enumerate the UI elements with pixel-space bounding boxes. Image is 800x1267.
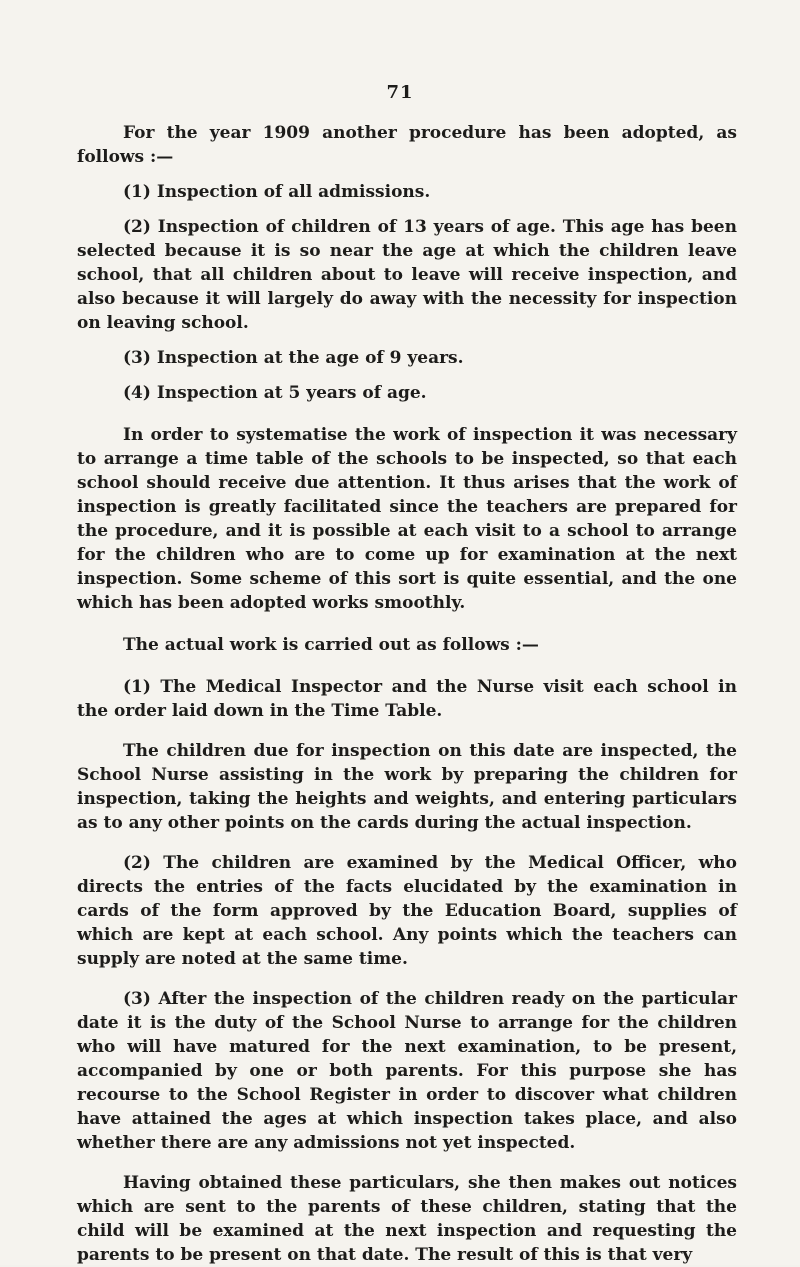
list-item-age-9: (3) Inspection at the age of 9 years. [123,348,464,368]
list-item-age-13: (2) Inspection of children of 13 years of age. This age has been selected because it is so near the age at which the children leave school, that all children about to leave will receive inspection, and also because it will largely do away with the necessity for inspection on leaving school. [77,217,737,333]
procedure-step-1-detail: The children due for inspection on this date are inspected, the School Nurse assisting in the work by preparing the children for inspection, taking the heights and weights, and entering particulars as to any other points on the cards during the actual inspection. [77,741,737,833]
paragraph-intro: For the year 1909 another procedure has been adopted, as follows :— [77,123,737,167]
paragraph-notices: Having obtained these particulars, she then makes out notices which are sent to the parents of these children, stating that the child will be examined at the next inspection and requesting the parents to be present on that date. The result of this is that very [77,1173,737,1265]
page-body [77,121,737,1267]
page-number: 71 [386,82,414,103]
paragraph-actual-work: The actual work is carried out as follows :— [123,635,539,655]
paragraph-time-table: In order to systematise the work of inspection it was necessary to arrange a time table of the schools to be inspected, so that each school should receive due attention. It thus arises that the work of inspection is greatly facilitated since the teachers are prepared for the procedure, and it is possible at each visit to a school to arrange for the children who are to come up for examination at the next inspection. Some scheme of this sort is quite essential, and the one which has been adopted works smoothly. [77,425,737,613]
list-item-admissions: (1) Inspection of all admissions. [123,182,431,202]
procedure-step-3: (3) After the inspection of the children ready on the particular date it is the duty of the School Nurse to arrange for the children who will have matured for the next examination, to be present, accompanied by one or both parents. For this purpose she has recourse to the School Register in order to discover what children have attained the ages at which inspection takes place, and also whether there are any admissions not yet inspected. [77,989,737,1153]
list-item-age-5: (4) Inspection at 5 years of age. [123,383,427,403]
procedure-step-2: (2) The children are examined by the Medical Officer, who directs the entries of the facts elucidated by the examination in cards of the form approved by the Education Board, supplies of which are kept at each school. Any points which the teachers can supply are noted at the same time. [77,853,737,969]
procedure-step-1: (1) The Medical Inspector and the Nurse visit each school in the order laid down in the Time Table. [77,677,737,721]
